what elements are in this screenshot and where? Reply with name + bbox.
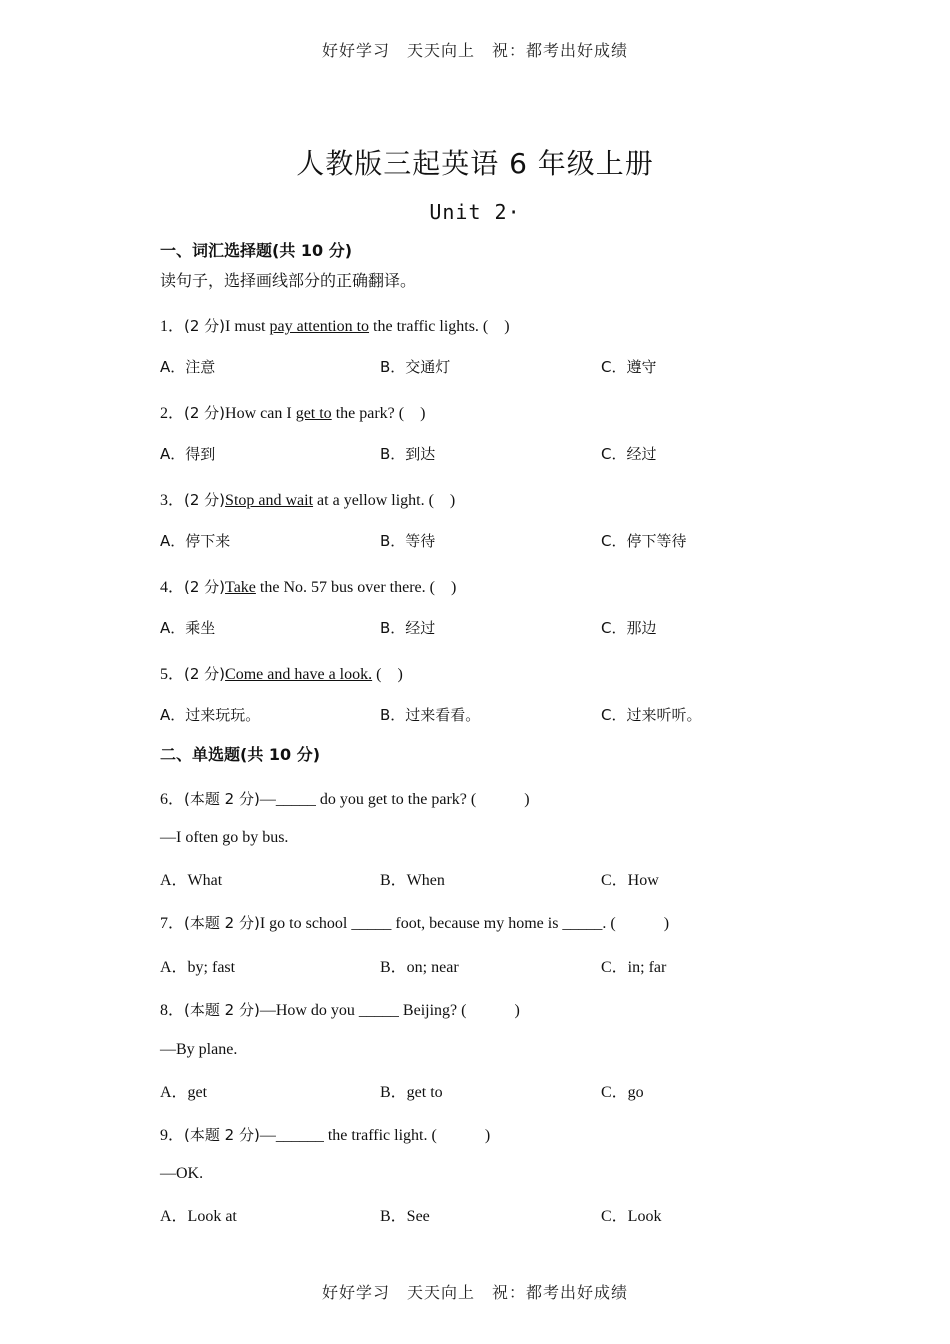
option-c[interactable]: C．How xyxy=(601,872,659,889)
question-reply: —By plane. xyxy=(160,1041,238,1058)
option-a[interactable]: A．get xyxy=(160,1084,208,1101)
option-b[interactable]: B．See xyxy=(380,1208,430,1225)
question-number: 8． xyxy=(160,1002,185,1019)
question-text: the park? ( ) xyxy=(331,405,426,422)
question-7 xyxy=(160,910,669,933)
question-score: (2 分) xyxy=(184,578,226,596)
question-score: (2 分) xyxy=(184,317,226,335)
option-a[interactable]: A．What xyxy=(160,872,223,889)
option-c[interactable]: C．in; far xyxy=(601,959,667,976)
question-text: —_____ do you get to the park? ( ) xyxy=(259,791,530,808)
section-heading: 一、词汇选择题(共 10 分) xyxy=(160,241,353,260)
option-c[interactable]: C．经过 xyxy=(601,445,657,463)
page-header: 好好学习 天天向上 祝：都考出好成绩 xyxy=(321,41,628,60)
question-score: (本题 2 分) xyxy=(184,790,260,808)
question-text: at a yellow light. ( ) xyxy=(313,492,456,509)
question-score: (2 分) xyxy=(184,491,226,509)
question-text: I go to school _____ foot, because my home is _____. ( ) xyxy=(259,915,670,932)
question-text: How can I xyxy=(225,405,296,422)
document-title: 人教版三起英语 6 年级上册 xyxy=(296,147,654,180)
option-a[interactable]: A．停下来 xyxy=(160,532,231,550)
question-score: (2 分) xyxy=(184,404,226,422)
question-6 xyxy=(160,786,530,809)
option-b[interactable]: B．经过 xyxy=(380,619,436,637)
question-text: —How do you _____ Beijing? ( ) xyxy=(259,1002,520,1019)
option-a[interactable]: A．得到 xyxy=(160,445,216,463)
question-score: (2 分) xyxy=(184,665,226,683)
option-c[interactable]: C．那边 xyxy=(601,619,657,637)
question-number: 2． xyxy=(160,405,185,422)
option-c[interactable]: C．go xyxy=(601,1084,644,1101)
question-reply: —OK. xyxy=(160,1165,204,1182)
option-c[interactable]: C．停下等待 xyxy=(601,532,687,550)
question-number: 5． xyxy=(160,666,185,683)
question-1 xyxy=(160,313,510,336)
option-a[interactable]: A．过来玩玩。 xyxy=(160,706,261,724)
question-score: (本题 2 分) xyxy=(184,914,260,932)
option-b[interactable]: B．on; near xyxy=(380,959,459,976)
option-c[interactable]: C．Look xyxy=(601,1208,662,1225)
question-5 xyxy=(160,661,403,684)
option-c[interactable]: C．过来听听。 xyxy=(601,706,702,724)
question-text: the traffic lights. ( ) xyxy=(369,318,510,335)
option-a[interactable]: A．乘坐 xyxy=(160,619,216,637)
question-text: ( ) xyxy=(372,666,403,683)
question-number: 3． xyxy=(160,492,185,509)
unit-title: Unit 2· xyxy=(429,200,521,224)
option-b[interactable]: B．到达 xyxy=(380,445,436,463)
page-footer: 好好学习 天天向上 祝：都考出好成绩 xyxy=(321,1283,628,1302)
question-number: 7． xyxy=(160,915,185,932)
question-4 xyxy=(160,574,456,597)
question-score: (本题 2 分) xyxy=(184,1126,260,1144)
option-b[interactable]: B．When xyxy=(380,872,445,889)
underlined-phrase: pay attention to xyxy=(269,318,370,335)
question-score: (本题 2 分) xyxy=(184,1001,260,1019)
option-a[interactable]: A．by; fast xyxy=(160,959,236,976)
option-b[interactable]: B．交通灯 xyxy=(380,358,451,376)
question-text: the No. 57 bus over there. ( ) xyxy=(255,579,457,596)
question-2 xyxy=(160,400,425,423)
option-c[interactable]: C．遵守 xyxy=(601,358,657,376)
question-number: 9． xyxy=(160,1127,185,1144)
underlined-phrase: Come and have a look. xyxy=(225,666,373,683)
question-text: I must xyxy=(225,318,270,335)
option-a[interactable]: A．注意 xyxy=(160,358,216,376)
question-3 xyxy=(160,487,455,510)
question-number: 4． xyxy=(160,579,185,596)
question-text: —______ the traffic light. ( ) xyxy=(259,1127,491,1144)
option-a[interactable]: A．Look at xyxy=(160,1208,237,1225)
option-b[interactable]: B．过来看看。 xyxy=(380,706,481,724)
question-8 xyxy=(160,997,520,1020)
question-number: 1． xyxy=(160,318,185,335)
section-instruction: 读句子，选择画线部分的正确翻译。 xyxy=(160,271,417,290)
option-b[interactable]: B．get to xyxy=(380,1084,443,1101)
underlined-phrase: Take xyxy=(225,579,256,596)
question-9 xyxy=(160,1122,490,1145)
underlined-phrase: Stop and wait xyxy=(225,492,314,509)
question-reply: —I often go by bus. xyxy=(160,829,289,846)
question-number: 6． xyxy=(160,791,185,808)
option-b[interactable]: B．等待 xyxy=(380,532,436,550)
underlined-phrase: get to xyxy=(295,405,332,422)
section-heading: 二、单选题(共 10 分) xyxy=(160,745,321,764)
